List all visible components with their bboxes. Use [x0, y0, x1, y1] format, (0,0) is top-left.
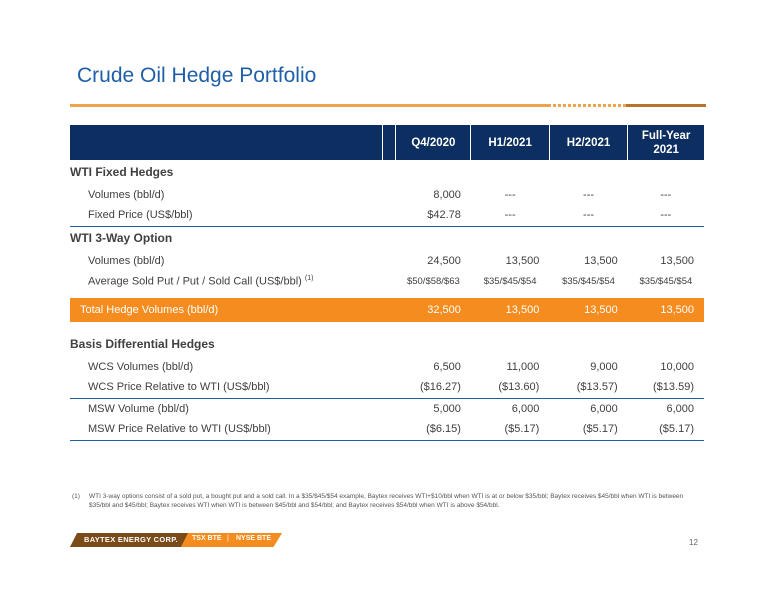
row-label: Volumes (bbl/d)	[88, 188, 165, 201]
section-heading-row	[70, 160, 704, 184]
row-label: MSW Volume (bbl/d)	[88, 402, 189, 415]
header-h2-2021: H2/2021	[549, 125, 627, 160]
cell-value: 6,000	[511, 402, 540, 415]
footnote-ref: (1)	[304, 275, 314, 283]
cell-value: 6,000	[590, 402, 618, 415]
cell-value: 9,000	[590, 360, 618, 373]
section-title: WTI Fixed Hedges	[70, 165, 174, 179]
spacer-row	[70, 322, 704, 332]
cell-value: ($5.17)	[628, 419, 704, 440]
total-value: 13,500	[549, 298, 627, 322]
cell-value: 13,500	[660, 254, 694, 267]
footnote-text: WTI 3-way options consist of a sold put, a bought put and a sold call. In a $35/$45/$54 example, Baytex receives WTI+$10/bbl when WTI is at or below $35/bbl; Baytex receives $45/bbl when WTI is between $35/bbl and $45/bbl; Baytex receives WTI when WTI is between $45/bbl and $54/bbl; and Baytex receives $54/bbl when WTI is above $54/bbl.	[89, 493, 684, 509]
total-row	[70, 298, 704, 322]
cell-value: ---	[504, 188, 516, 201]
section-heading-row	[70, 226, 704, 250]
ticker-separator: |	[227, 535, 229, 542]
company-name: BAYTEX ENERGY CORP.	[84, 535, 178, 544]
cell-value: $35/$45/$54	[639, 276, 693, 287]
cell-value: $50/$58/$63	[406, 276, 460, 287]
divider-hatched-segment	[548, 104, 626, 107]
total-value: 32,500	[396, 298, 471, 322]
row-label: WCS Price Relative to WTI (US$/bbl)	[70, 377, 396, 398]
divider-solid-segment	[70, 104, 548, 107]
cell-value: ($5.17)	[471, 419, 549, 440]
table-row	[70, 356, 704, 377]
total-label: Total Hedge Volumes (bbl/d)	[70, 298, 396, 322]
ticker-nyse: NYSE BTE	[236, 535, 272, 542]
row-label: Fixed Price (US$/bbl)	[70, 205, 396, 226]
table-row	[70, 250, 704, 271]
row-label: Volumes (bbl/d)	[88, 254, 165, 267]
cell-value: $42.78	[396, 205, 471, 226]
cell-value: 13,500	[505, 254, 540, 267]
table-row	[70, 377, 704, 398]
cell-value: ---	[583, 188, 595, 201]
footnote	[72, 492, 702, 510]
section-title: Basis Differential Hedges	[70, 337, 215, 351]
total-value: 13,500	[471, 298, 549, 322]
cell-value: $35/$45/$54	[562, 276, 615, 287]
cell-value: 5,000	[433, 402, 461, 415]
header-full-year-line1: Full-Year	[641, 129, 691, 142]
table-header-row	[70, 125, 704, 160]
ticker-tsx: TSX BTE	[192, 535, 222, 542]
row-label	[70, 271, 396, 292]
section-heading-row	[70, 332, 704, 356]
cell-value: ($5.17)	[549, 419, 627, 440]
cell-value: ($6.15)	[396, 419, 471, 440]
table-row	[70, 205, 704, 226]
cell-value: 8,000	[433, 188, 461, 201]
row-label: WCS Volumes (bbl/d)	[88, 360, 194, 373]
cell-value: ---	[628, 205, 704, 226]
section-title: WTI 3-Way Option	[70, 231, 173, 246]
cell-value: 24,500	[427, 254, 461, 267]
cell-value: ($13.60)	[471, 377, 549, 398]
divider-dark-segment	[626, 104, 706, 107]
cell-value: 6,500	[433, 360, 461, 373]
title-divider	[70, 104, 706, 107]
cell-value: ($13.57)	[549, 377, 627, 398]
page-number: 12	[689, 538, 698, 547]
footnote-number: (1)	[72, 493, 80, 500]
header-blank	[383, 125, 396, 160]
cell-value: ($16.27)	[396, 377, 471, 398]
total-value: 13,500	[628, 298, 704, 322]
header-blank	[70, 125, 383, 160]
table-row	[70, 419, 704, 440]
cell-value: ---	[471, 205, 549, 226]
cell-value: 10,000	[660, 360, 694, 373]
cell-value: ---	[549, 205, 627, 226]
hedge-table	[70, 125, 704, 441]
cell-value: 13,500	[584, 254, 618, 267]
header-full-year-2021	[628, 125, 704, 160]
cell-value: ---	[660, 188, 672, 201]
row-label: MSW Price Relative to WTI (US$/bbl)	[70, 419, 396, 440]
cell-value: ($13.59)	[628, 377, 704, 398]
table-row	[70, 398, 704, 419]
header-full-year-line2: 2021	[653, 143, 679, 156]
cell-value: $35/$45/$54	[483, 276, 537, 287]
header-h1-2021: H1/2021	[471, 125, 549, 160]
cell-value: 6,000	[666, 402, 694, 415]
row-label-text: Average Sold Put / Put / Sold Call (US$/bbl)	[88, 275, 302, 288]
cell-value: 11,000	[506, 360, 540, 373]
page-title: Crude Oil Hedge Portfolio	[77, 64, 317, 87]
header-q4-2020: Q4/2020	[396, 125, 471, 160]
brand-banner	[70, 533, 282, 547]
table-row	[70, 271, 704, 292]
table-row	[70, 184, 704, 205]
